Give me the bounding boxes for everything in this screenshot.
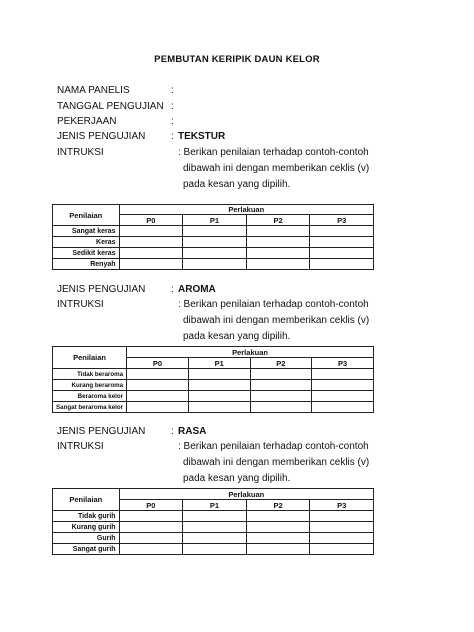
col-header-treatment: P1: [183, 500, 247, 511]
instruction-line: dibawah ini dengan memberikan ceklis (v): [183, 163, 370, 174]
check-cell[interactable]: [183, 533, 247, 544]
table-row: [53, 544, 374, 555]
field-label: NAMA PANELIS: [57, 85, 130, 96]
instruction-text: [178, 439, 369, 487]
check-cell[interactable]: [310, 259, 374, 270]
check-cell[interactable]: [183, 544, 247, 555]
col-header-treatment: P0: [127, 358, 189, 369]
instruction-line: : Berikan penilaian terhadap contoh-contoh: [178, 441, 369, 452]
row-label: Sangat beraroma kelor: [53, 402, 127, 413]
instruction-text: [178, 297, 369, 345]
check-cell[interactable]: [183, 237, 247, 248]
check-cell[interactable]: [127, 380, 189, 391]
check-cell[interactable]: [188, 369, 250, 380]
check-cell[interactable]: [246, 511, 310, 522]
check-cell[interactable]: [119, 259, 183, 270]
instruction-line: pada kesan yang dipilih.: [183, 179, 291, 190]
col-header-penilaian: Penilaian: [53, 347, 127, 369]
table-row: [53, 237, 374, 248]
row-label: Gurih: [53, 533, 120, 544]
col-header-treatment: P1: [188, 358, 250, 369]
jenis-value: AROMA: [178, 284, 216, 295]
col-header-treatment: P3: [312, 358, 374, 369]
col-header-treatment: P2: [250, 358, 312, 369]
check-cell[interactable]: [119, 511, 183, 522]
check-cell[interactable]: [312, 402, 374, 413]
jenis-value: TEKSTUR: [178, 131, 226, 142]
table-row: [53, 259, 374, 270]
table-row: [53, 369, 374, 380]
col-header-treatment: P1: [183, 215, 247, 226]
table-row: [53, 402, 374, 413]
row-label: Tidak beraroma: [53, 369, 127, 380]
col-header-perlakuan: Perlakuan: [119, 489, 373, 500]
instr-label: INTRUKSI: [57, 441, 104, 452]
check-cell[interactable]: [246, 248, 310, 259]
rating-table-rasa: [52, 488, 374, 555]
field-label: PEKERJAAN: [57, 116, 117, 127]
table-row: [53, 248, 374, 259]
field-colon: :: [171, 116, 174, 127]
field-label: TANGGAL PENGUJIAN: [57, 101, 164, 112]
check-cell[interactable]: [119, 533, 183, 544]
check-cell[interactable]: [310, 248, 374, 259]
col-header-treatment: P2: [246, 500, 310, 511]
row-label: Sedikit keras: [53, 248, 120, 259]
col-header-treatment: P3: [310, 500, 374, 511]
instruction-line: : Berikan penilaian terhadap contoh-contoh: [178, 147, 369, 158]
instr-label: INTRUKSI: [57, 299, 104, 310]
check-cell[interactable]: [250, 391, 312, 402]
field-colon: :: [171, 131, 174, 142]
check-cell[interactable]: [119, 522, 183, 533]
instr-label: INTRUKSI: [57, 147, 104, 158]
check-cell[interactable]: [246, 533, 310, 544]
check-cell[interactable]: [310, 533, 374, 544]
check-cell[interactable]: [183, 522, 247, 533]
check-cell[interactable]: [246, 259, 310, 270]
col-header-perlakuan: Perlakuan: [119, 205, 373, 215]
check-cell[interactable]: [312, 369, 374, 380]
check-cell[interactable]: [183, 226, 247, 237]
table-row: [53, 391, 374, 402]
field-colon: :: [171, 284, 174, 295]
instruction-line: pada kesan yang dipilih.: [183, 473, 291, 484]
check-cell[interactable]: [183, 259, 247, 270]
row-label: Keras: [53, 237, 120, 248]
check-cell[interactable]: [250, 380, 312, 391]
row-label: Sangat keras: [53, 226, 120, 237]
check-cell[interactable]: [127, 391, 189, 402]
rating-table-tekstur: [52, 204, 374, 270]
col-header-perlakuan: Perlakuan: [127, 347, 374, 358]
col-header-treatment: P0: [119, 500, 183, 511]
row-label: Sangat gurih: [53, 544, 120, 555]
col-header-treatment: P3: [310, 215, 374, 226]
rating-table-aroma: [52, 346, 374, 413]
instruction-line: pada kesan yang dipilih.: [183, 331, 291, 342]
check-cell[interactable]: [310, 522, 374, 533]
row-label: Kurang beraroma: [53, 380, 127, 391]
check-cell[interactable]: [250, 402, 312, 413]
row-label: Renyah: [53, 259, 120, 270]
col-header-penilaian: Penilaian: [53, 205, 120, 226]
row-label: Beraroma kelor: [53, 391, 127, 402]
check-cell[interactable]: [127, 369, 189, 380]
instruction-line: dibawah ini dengan memberikan ceklis (v): [183, 457, 370, 468]
instruction-line: : Berikan penilaian terhadap contoh-contoh: [178, 299, 369, 310]
field-colon: :: [171, 85, 174, 96]
col-header-treatment: P0: [119, 215, 183, 226]
table-row: [53, 511, 374, 522]
check-cell[interactable]: [310, 226, 374, 237]
check-cell[interactable]: [246, 522, 310, 533]
field-colon: :: [171, 101, 174, 112]
check-cell[interactable]: [188, 402, 250, 413]
check-cell[interactable]: [119, 248, 183, 259]
check-cell[interactable]: [312, 391, 374, 402]
check-cell[interactable]: [310, 544, 374, 555]
check-cell[interactable]: [246, 237, 310, 248]
col-header-treatment: P2: [246, 215, 310, 226]
col-header-penilaian: Penilaian: [53, 489, 120, 511]
check-cell[interactable]: [188, 391, 250, 402]
check-cell[interactable]: [188, 380, 250, 391]
table-row: [53, 226, 374, 237]
check-cell[interactable]: [312, 380, 374, 391]
jenis-label: JENIS PENGUJIAN: [57, 426, 146, 437]
check-cell[interactable]: [119, 544, 183, 555]
document-title: PEMBUTAN KERIPIK DAUN KELOR: [154, 54, 320, 65]
row-label: Kurang gurih: [53, 522, 120, 533]
check-cell[interactable]: [246, 544, 310, 555]
jenis-label: JENIS PENGUJIAN: [57, 284, 146, 295]
instruction-text: [178, 145, 369, 193]
row-label: Tidak gurih: [53, 511, 120, 522]
check-cell[interactable]: [246, 226, 310, 237]
jenis-label: JENIS PENGUJIAN: [57, 131, 146, 142]
table-row: [53, 380, 374, 391]
table-row: [53, 533, 374, 544]
check-cell[interactable]: [183, 511, 247, 522]
check-cell[interactable]: [250, 369, 312, 380]
field-colon: :: [171, 426, 174, 437]
jenis-value: RASA: [178, 426, 207, 437]
check-cell[interactable]: [127, 402, 189, 413]
instruction-line: dibawah ini dengan memberikan ceklis (v): [183, 315, 370, 326]
check-cell[interactable]: [310, 511, 374, 522]
check-cell[interactable]: [183, 248, 247, 259]
check-cell[interactable]: [310, 237, 374, 248]
check-cell[interactable]: [119, 237, 183, 248]
check-cell[interactable]: [119, 226, 183, 237]
table-row: [53, 522, 374, 533]
